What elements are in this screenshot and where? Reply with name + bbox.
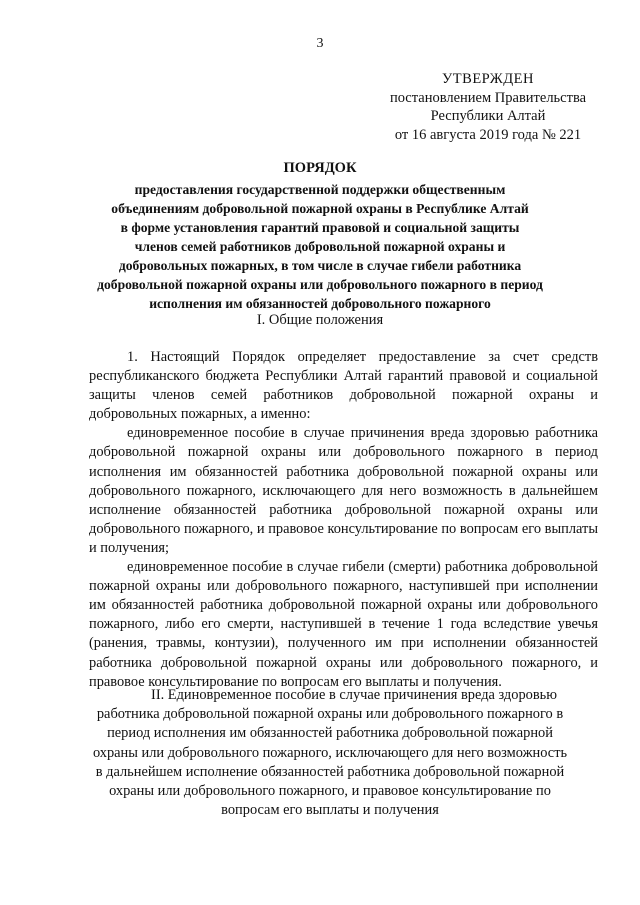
section-2-heading-line: в дальнейшем исполнение обязанностей работника добровольной пожарной bbox=[95, 763, 565, 780]
section-1-heading: I. Общие положения bbox=[256, 312, 384, 328]
paragraph: единовременное пособие в случае гибели (смерти) работника добровольной пожарной охраны или добровольного пожарного, наступившей при исполнении им обязанностей работника добровольной пожарной охраны или добровольного пожарного, либо его смерти, наступившей в течение 1 года вследствие увечья (ранения, травмы, контузии), полученного им при исполнении обязанностей работника добровольной пожарной охраны или добровольного пожарного, и правовое консультирование по вопросам его выплаты и получения. bbox=[89, 559, 598, 690]
page-number: 3 bbox=[316, 36, 324, 51]
paragraph: 1. Настоящий Порядок определяет предоставление за счет средств республиканского бюджета Республики Алтай гарантий правовой и социальной защиты членов семей работников добровольной пожарной охраны и добровольных пожарных, а именно: bbox=[89, 349, 598, 423]
section-2-heading-line: период исполнения им обязанностей работника добровольной пожарной bbox=[107, 725, 553, 742]
section-2-heading-line: II. Единовременное пособие в случае причинения вреда здоровью bbox=[151, 687, 557, 703]
section-2-heading-line: охраны или добровольного пожарного, и правовое консультирование по bbox=[109, 783, 551, 800]
section-2-heading bbox=[60, 686, 600, 820]
section-2-heading-line: охраны или добровольного пожарного, исключающего для него возможность bbox=[92, 744, 568, 761]
paragraph: единовременное пособие в случае причинения вреда здоровью работника добровольной пожарной охраны или добровольного пожарного в период исполнения им обязанностей работника добровольной пожарной охраны или добровольного пожарного, исключающего для него возможность в дальнейшем исполнение обязанностей работника добровольной пожарной охраны или добровольного пожарного, и правовое консультирование по вопросам его выплаты и получения; bbox=[89, 425, 598, 556]
subtitle-line: добровольных пожарных, в том числе в случае гибели работника bbox=[118, 258, 522, 273]
subtitle-line: добровольной пожарной охраны или добровольного пожарного в период bbox=[97, 277, 543, 292]
approval-stamp bbox=[368, 70, 608, 144]
section-2-heading-line: вопросам его выплаты и получения bbox=[221, 802, 439, 819]
subtitle-line: в форме установления гарантий правовой и социальной защиты bbox=[120, 220, 520, 235]
document-subtitle bbox=[60, 180, 580, 313]
approval-line: от 16 августа 2019 года № 221 bbox=[394, 126, 582, 143]
approval-line: Республики Алтай bbox=[430, 108, 546, 124]
section-1-body bbox=[89, 348, 598, 692]
document-title: ПОРЯДОК bbox=[283, 160, 357, 176]
subtitle-line: исполнения им обязанностей добровольного пожарного bbox=[149, 296, 491, 311]
subtitle-line: членов семей работников добровольной пожарной охраны и bbox=[134, 239, 506, 254]
approval-heading: УТВЕРЖДЕН bbox=[442, 71, 534, 87]
subtitle-line: предоставления государственной поддержки общественным bbox=[134, 182, 506, 197]
subtitle-line: объединениям добровольной пожарной охраны в Республике Алтай bbox=[111, 201, 529, 216]
section-2-heading-line: работника добровольной пожарной охраны или добровольного пожарного в bbox=[96, 706, 564, 723]
approval-line: постановлением Правительства bbox=[389, 89, 587, 106]
